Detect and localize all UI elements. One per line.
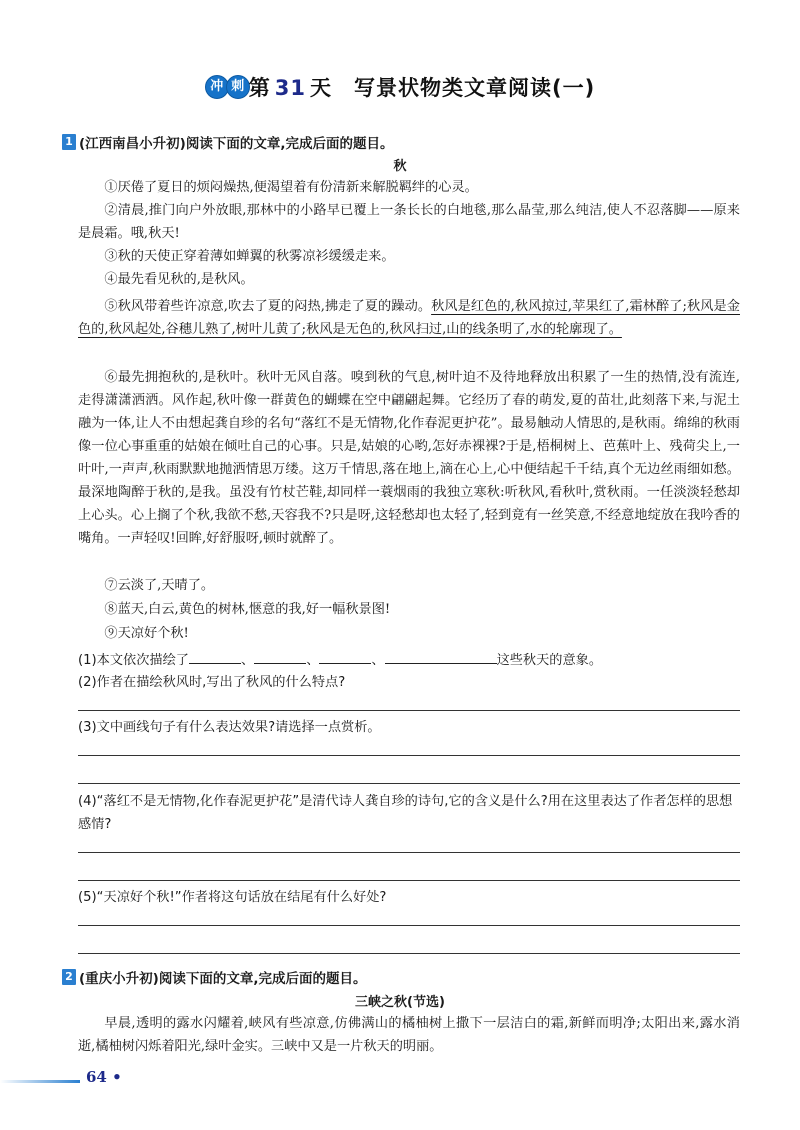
answer-line[interactable]	[78, 852, 740, 853]
day-prefix: 第	[248, 76, 271, 100]
paragraph-5	[78, 295, 740, 341]
question-3: (3)文中画线句子有什么表达效果?请选择一点赏析。	[78, 720, 381, 735]
section-2-number: 2	[62, 969, 76, 985]
paragraph-4: ④最先看见秋的,是秋风。	[104, 272, 254, 287]
answer-line[interactable]	[78, 783, 740, 784]
answer-line[interactable]	[78, 710, 740, 711]
day-number: 31	[274, 76, 307, 100]
paragraph-5-start: ⑤秋风带着些许凉意,吹去了夏的闷热,拂走了夏的躁动。	[104, 299, 432, 314]
badge-char-1: 冲	[205, 75, 229, 99]
badge-char-2: 刺	[226, 75, 250, 99]
answer-blank-2[interactable]	[254, 648, 306, 664]
section-2-intro: (重庆小升初)阅读下面的文章,完成后面的题目。	[79, 971, 367, 987]
sprint-badge	[205, 75, 247, 99]
article-1-title: 秋	[393, 159, 407, 174]
underlined-sentence: 秋风是红色的,秋风掠过,苹果红了,霜林醉了;秋风是金色的,秋风起处,谷穗儿熟了,树叶儿黄了;秋风是无色的,秋风扫过,山的线条明了,水的轮廓现了。	[78, 299, 740, 337]
paragraph-2: ②清晨,推门向户外放眼,那林中的小路早已覆上一条长长的白地毯,那么晶莹,那么纯洁,使人不忍落脚——原来是晨霜。哦,秋天!	[78, 203, 740, 241]
question-2: (2)作者在描绘秋风时,写出了秋风的什么特点?	[78, 675, 346, 690]
answer-blank-4[interactable]	[385, 648, 497, 664]
section-1-number: 1	[62, 134, 76, 150]
footer-rule	[0, 1080, 80, 1083]
section-2-header	[62, 967, 366, 987]
answer-blank-3[interactable]	[319, 648, 371, 664]
day-suffix: 天	[310, 76, 333, 100]
section-1-intro: (江西南昌小升初)阅读下面的文章,完成后面的题目。	[79, 136, 394, 152]
paragraph-9: ⑨天凉好个秋!	[104, 626, 189, 641]
question-1-end: 这些秋天的意象。	[496, 653, 603, 668]
answer-blank-1[interactable]	[189, 648, 241, 664]
answer-line[interactable]	[78, 755, 740, 756]
question-4: (4)“落红不是无情物,化作春泥更护花”是清代诗人龚自珍的诗句,它的含义是什么?用在这里表达了作者怎样的思想感情?	[78, 794, 733, 832]
paragraph-6: ⑥最先拥抱秋的,是秋叶。秋叶无风自落。嗅到秋的气息,树叶迫不及待地释放出积累了一生的热情,没有流连,走得潇潇洒洒。风作起,秋叶像一群黄色的蝴蝶在空中翩翩起舞。它经历了春的萌发,夏的苗壮,此刻落下来,与泥土融为一体,让人不由想起龚自珍的名句“落红不是无情物,化作春泥更护花”。最易触动人情思的,是秋雨。绵绵的秋雨像一位心事重重的姑娘在倾吐自己的心事。只是,姑娘的心哟,怎好赤裸裸?于是,梧桐树上、芭蕉叶上、残荷尖上,一叶叶,一声声,秋雨默默地抛洒情思万缕。这万千情思,落在地上,滴在心上,心中便结起千千结,真个无边丝雨细如愁。最深地陶醉于秋的,是我。虽没有竹杖芒鞋,却同样一蓑烟雨的我独立寒秋:听秋风,看秋叶,赏秋雨。一任淡淡轻愁却上心头。心上搁了个秋,我欲不愁,天容我不?只是呀,这轻愁却也太轻了,轻到竟有一丝笑意,不经意地绽放在我吟香的嘴角。一声轻叹!回眸,好舒服呀,顿时就醉了。	[78, 370, 740, 546]
page-header	[0, 72, 800, 102]
question-1-text: (1)本文依次描绘了	[78, 653, 189, 668]
answer-line[interactable]	[78, 925, 740, 926]
paragraph-3: ③秋的天使正穿着薄如蝉翼的秋雾凉衫缓缓走来。	[104, 249, 395, 264]
paragraph-8: ⑧蓝天,白云,黄色的树林,惬意的我,好一幅秋景图!	[104, 602, 391, 617]
question-5: (5)“天凉好个秋!”作者将这句话放在结尾有什么好处?	[78, 890, 387, 905]
article-2-paragraph-1: 早晨,透明的露水闪耀着,峡风有些凉意,仿佛满山的橘柚树上撒下一层洁白的霜,新鲜而明净;太阳出来,露水消逝,橘柚树闪烁着阳光,绿叶金实。三峡中又是一片秋天的明丽。	[78, 1016, 740, 1054]
question-1: (1)本文依次描绘了 、 、 、 这些秋天的意象。	[78, 648, 740, 672]
paragraph-1: ①厌倦了夏日的烦闷燥热,便渴望着有份清新来解脱羁绊的心灵。	[104, 180, 478, 195]
section-1-header	[62, 132, 393, 152]
paragraph-7: ⑦云淡了,天晴了。	[104, 578, 215, 593]
title-text: 写景状物类文章阅读(一)	[354, 76, 596, 100]
article-2-title: 三峡之秋(节选)	[355, 995, 445, 1010]
page-number: 64 •	[86, 1068, 122, 1086]
page-title	[249, 72, 595, 102]
answer-line[interactable]	[78, 953, 740, 954]
answer-line[interactable]	[78, 880, 740, 881]
